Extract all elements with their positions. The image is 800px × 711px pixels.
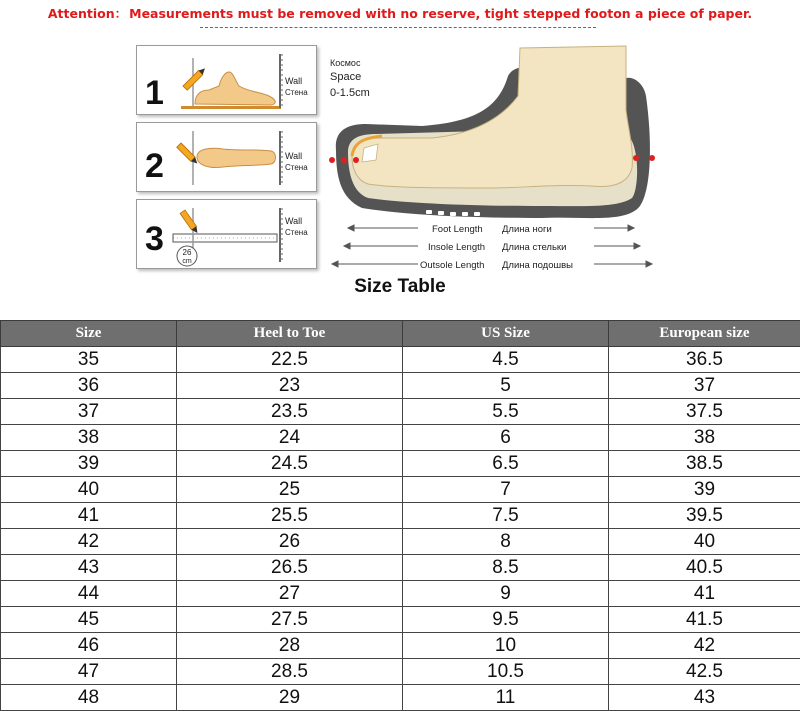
header-us-size: US Size xyxy=(403,321,609,347)
measure-step-2-panel xyxy=(136,122,317,192)
size-table xyxy=(0,320,800,711)
cell-us-size: 11 xyxy=(403,685,609,711)
table-row xyxy=(1,347,800,373)
foot-side-view-illustration xyxy=(137,46,316,114)
table-row xyxy=(1,659,800,685)
measure-step-1-panel xyxy=(136,45,317,115)
measure-step-3-panel xyxy=(136,199,317,269)
cell-european-size: 36.5 xyxy=(609,347,800,373)
table-row xyxy=(1,451,800,477)
cell-size: 44 xyxy=(1,581,177,607)
cell-heel-to-toe: 23 xyxy=(177,373,403,399)
cell-size: 37 xyxy=(1,399,177,425)
foot-length-label-ru: Длина ноги xyxy=(502,224,552,235)
cell-heel-to-toe: 29 xyxy=(177,685,403,711)
step-number: 1 xyxy=(145,74,164,112)
cell-european-size: 41 xyxy=(609,581,800,607)
cell-us-size: 4.5 xyxy=(403,347,609,373)
space-label: Space xyxy=(330,71,361,83)
space-label-ru: Космос xyxy=(330,58,361,68)
cell-size: 43 xyxy=(1,555,177,581)
cell-size: 48 xyxy=(1,685,177,711)
cell-european-size: 42.5 xyxy=(609,659,800,685)
cell-us-size: 7.5 xyxy=(403,503,609,529)
outsole-length-label-ru: Длина подошвы xyxy=(502,260,573,271)
cell-us-size: 7 xyxy=(403,477,609,503)
outsole-length-label: Outsole Length xyxy=(420,260,484,271)
shoe-length-diagram xyxy=(322,38,662,278)
cell-us-size: 10.5 xyxy=(403,659,609,685)
cell-european-size: 43 xyxy=(609,685,800,711)
cell-us-size: 9.5 xyxy=(403,607,609,633)
cell-heel-to-toe: 23.5 xyxy=(177,399,403,425)
wall-label-ru: Стена xyxy=(285,88,308,97)
cell-size: 42 xyxy=(1,529,177,555)
table-row xyxy=(1,581,800,607)
cell-heel-to-toe: 27 xyxy=(177,581,403,607)
cell-european-size: 37 xyxy=(609,373,800,399)
ruler-value: 26 xyxy=(183,248,192,257)
cell-heel-to-toe: 25.5 xyxy=(177,503,403,529)
cell-european-size: 37.5 xyxy=(609,399,800,425)
cell-size: 40 xyxy=(1,477,177,503)
cell-us-size: 6 xyxy=(403,425,609,451)
cell-us-size: 10 xyxy=(403,633,609,659)
ruler-measure-illustration xyxy=(137,200,316,268)
wall-label: Wall xyxy=(285,216,302,226)
cell-us-size: 8 xyxy=(403,529,609,555)
cell-heel-to-toe: 28 xyxy=(177,633,403,659)
table-row xyxy=(1,555,800,581)
cell-heel-to-toe: 28.5 xyxy=(177,659,403,685)
wall-label-ru: Стена xyxy=(285,228,308,237)
cell-size: 46 xyxy=(1,633,177,659)
cell-size: 36 xyxy=(1,373,177,399)
cell-size: 35 xyxy=(1,347,177,373)
table-row xyxy=(1,399,800,425)
cell-european-size: 40.5 xyxy=(609,555,800,581)
cell-european-size: 38.5 xyxy=(609,451,800,477)
cell-size: 45 xyxy=(1,607,177,633)
header-size: Size xyxy=(1,321,177,347)
cell-european-size: 41.5 xyxy=(609,607,800,633)
size-table-title: Size Table xyxy=(300,276,500,298)
insole-length-label: Insole Length xyxy=(428,242,485,253)
step-number: 3 xyxy=(145,220,164,258)
cell-size: 47 xyxy=(1,659,177,685)
foot-length-label: Foot Length xyxy=(432,224,483,235)
insole-length-label-ru: Длина стельки xyxy=(502,242,566,253)
table-row xyxy=(1,607,800,633)
table-row xyxy=(1,529,800,555)
size-table-body xyxy=(1,347,800,711)
cell-heel-to-toe: 22.5 xyxy=(177,347,403,373)
cell-heel-to-toe: 24.5 xyxy=(177,451,403,477)
table-row xyxy=(1,503,800,529)
cell-size: 38 xyxy=(1,425,177,451)
cell-us-size: 9 xyxy=(403,581,609,607)
wall-label: Wall xyxy=(285,76,302,86)
header-heel-to-toe: Heel to Toe xyxy=(177,321,403,347)
cell-european-size: 38 xyxy=(609,425,800,451)
cell-us-size: 5 xyxy=(403,373,609,399)
foot-top-view-illustration xyxy=(137,123,316,191)
cell-european-size: 39.5 xyxy=(609,503,800,529)
attention-divider xyxy=(200,27,596,28)
cell-heel-to-toe: 25 xyxy=(177,477,403,503)
table-row xyxy=(1,373,800,399)
table-row xyxy=(1,477,800,503)
cell-heel-to-toe: 26.5 xyxy=(177,555,403,581)
cell-us-size: 5.5 xyxy=(403,399,609,425)
cell-european-size: 40 xyxy=(609,529,800,555)
table-row xyxy=(1,633,800,659)
ruler-unit: cm xyxy=(182,258,192,265)
table-row xyxy=(1,425,800,451)
cell-us-size: 6.5 xyxy=(403,451,609,477)
cell-heel-to-toe: 26 xyxy=(177,529,403,555)
cell-european-size: 39 xyxy=(609,477,800,503)
cell-heel-to-toe: 24 xyxy=(177,425,403,451)
size-table-header-row xyxy=(1,321,800,347)
step-number: 2 xyxy=(145,147,164,185)
cell-heel-to-toe: 27.5 xyxy=(177,607,403,633)
cell-european-size: 42 xyxy=(609,633,800,659)
cell-us-size: 8.5 xyxy=(403,555,609,581)
attention-text: Measurements must be removed with no reserve, tight stepped footon a piece of paper. xyxy=(129,6,752,21)
cell-size: 41 xyxy=(1,503,177,529)
cell-size: 39 xyxy=(1,451,177,477)
wall-label-ru: Стена xyxy=(285,163,308,172)
space-value: 0-1.5cm xyxy=(330,87,370,99)
wall-label: Wall xyxy=(285,151,302,161)
header-european-size: European size xyxy=(609,321,800,347)
attention-notice xyxy=(0,4,800,22)
attention-label: Attention： xyxy=(48,6,127,21)
